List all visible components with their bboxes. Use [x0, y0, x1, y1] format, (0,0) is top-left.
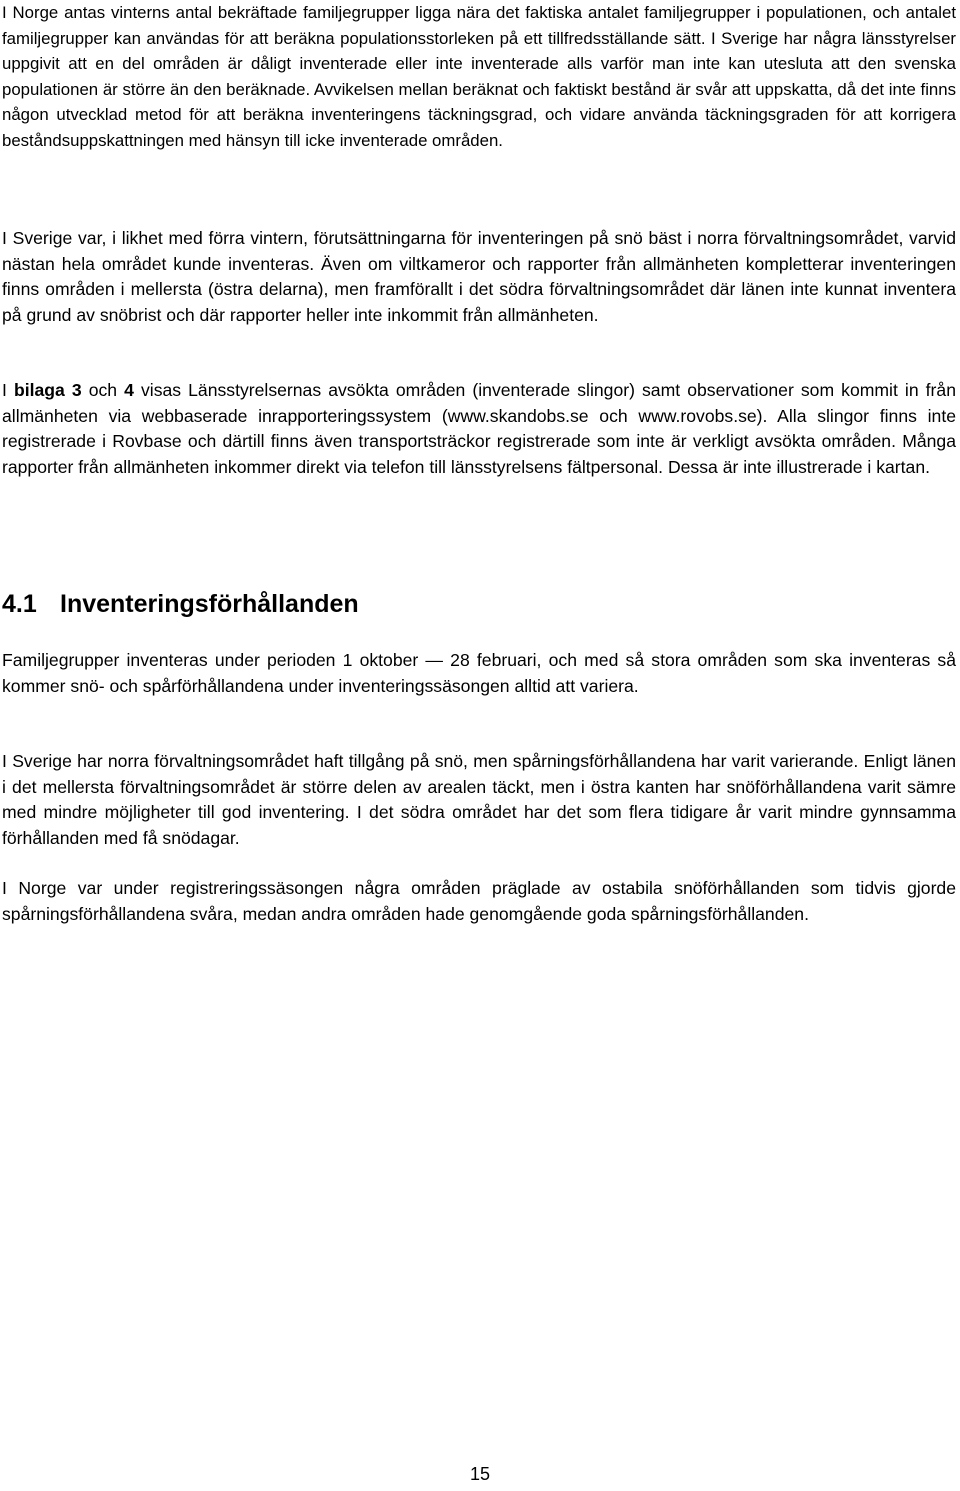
paragraph-inventory-period: Familjegrupper inventeras under perioden 1 oktober — 28 februari, och med så stora områden som ska inventeras så kommer snö- och spårförhållandena under inventeringssäsongen alltid att variera.	[2, 650, 956, 696]
paragraph-population-estimate: I Norge antas vinterns antal bekräftade familjegrupper ligga nära det faktiska antalet familjegrupper i populationen, och antalet familjegrupper kan användas för att beräkna populationsstorleken på ett tillfredsställande sätt. I Sverige har några länsstyrelser uppgivit att en del områden är dåligt inventerade eller inte inventerade alls varför man inte kan utesluta att den svenska populationen är större än den beräknade. Avvikelsen mellan beräknat och faktiskt bestånd är svår att uppskatta, då det inte finns någon utvecklad metod för att beräkna inventeringens täckningsgrad, och vidare använda täckningsgraden för att korrigera beståndsuppskattningen med hänsyn till icke inventerade områden.	[2, 3, 956, 150]
section-number: 4.1	[2, 590, 37, 618]
section-title: Inventeringsförhållanden	[60, 590, 359, 618]
appendix-text-part-1: I	[2, 380, 14, 400]
section-heading	[2, 588, 956, 620]
paragraph-snow-conditions-sweden: I Sverige har norra förvaltningsområdet haft tillgång på snö, men spårningsförhållandena har varit varierande. Enligt länen i det mellersta förvaltningsområdet är större delen av arealen täckt, men i östra kanten har snöförhållandena varit sämre med mindre möjligheter till god inventering. I det södra området har det som flera tidigare år varit mindre gynnsamma förhållanden med få snödagar.	[2, 751, 956, 848]
paragraph-snow-conditions-norway: I Norge var under registreringssäsongen några områden präglade av ostabila snöförhållanden som tidvis gjorde spårningsförhållandena svåra, medan andra områden hade genomgående goda spårningsförhållanden.	[2, 878, 956, 924]
appendix-label-bilaga-3: bilaga 3	[13, 380, 82, 400]
paragraph-appendix-reference	[2, 378, 956, 480]
page-number: 15	[469, 1464, 491, 1484]
appendix-text-part-3: visas Länsstyrelsernas avsökta områden (inventerade slingor) samt observationer som kommit in från allmänheten via webbaserade inrapporteringssystem (www.skandobs.se och www.rovobs.se). Alla slingor finns inte registrerade i Rovbase och därtill finns även transportsträckor registrerade som inte är verkligt avsökta områden. Många rapporter från allmänheten inkommer direkt via telefon till länsstyrelsens fältpersonal. Dessa är inte illustrerade i kartan.	[2, 380, 956, 477]
appendix-text-part-2: och	[81, 380, 125, 400]
paragraph-inventory-conditions-sweden: I Sverige var, i likhet med förra vintern, förutsättningarna för inventeringen på snö bäst i norra förvaltningsområdet, varvid nästan hela området kunde inventeras. Även om viltkameror och rapporter från allmänheten kompletterar inventeringen finns områden i mellersta (östra delarna), men framförallt i det södra förvaltningsområdet där länen inte kunnat inventera på grund av snöbrist och där rapporter heller inte inkommit från allmänheten.	[2, 228, 956, 325]
appendix-label-4: 4	[124, 380, 134, 400]
